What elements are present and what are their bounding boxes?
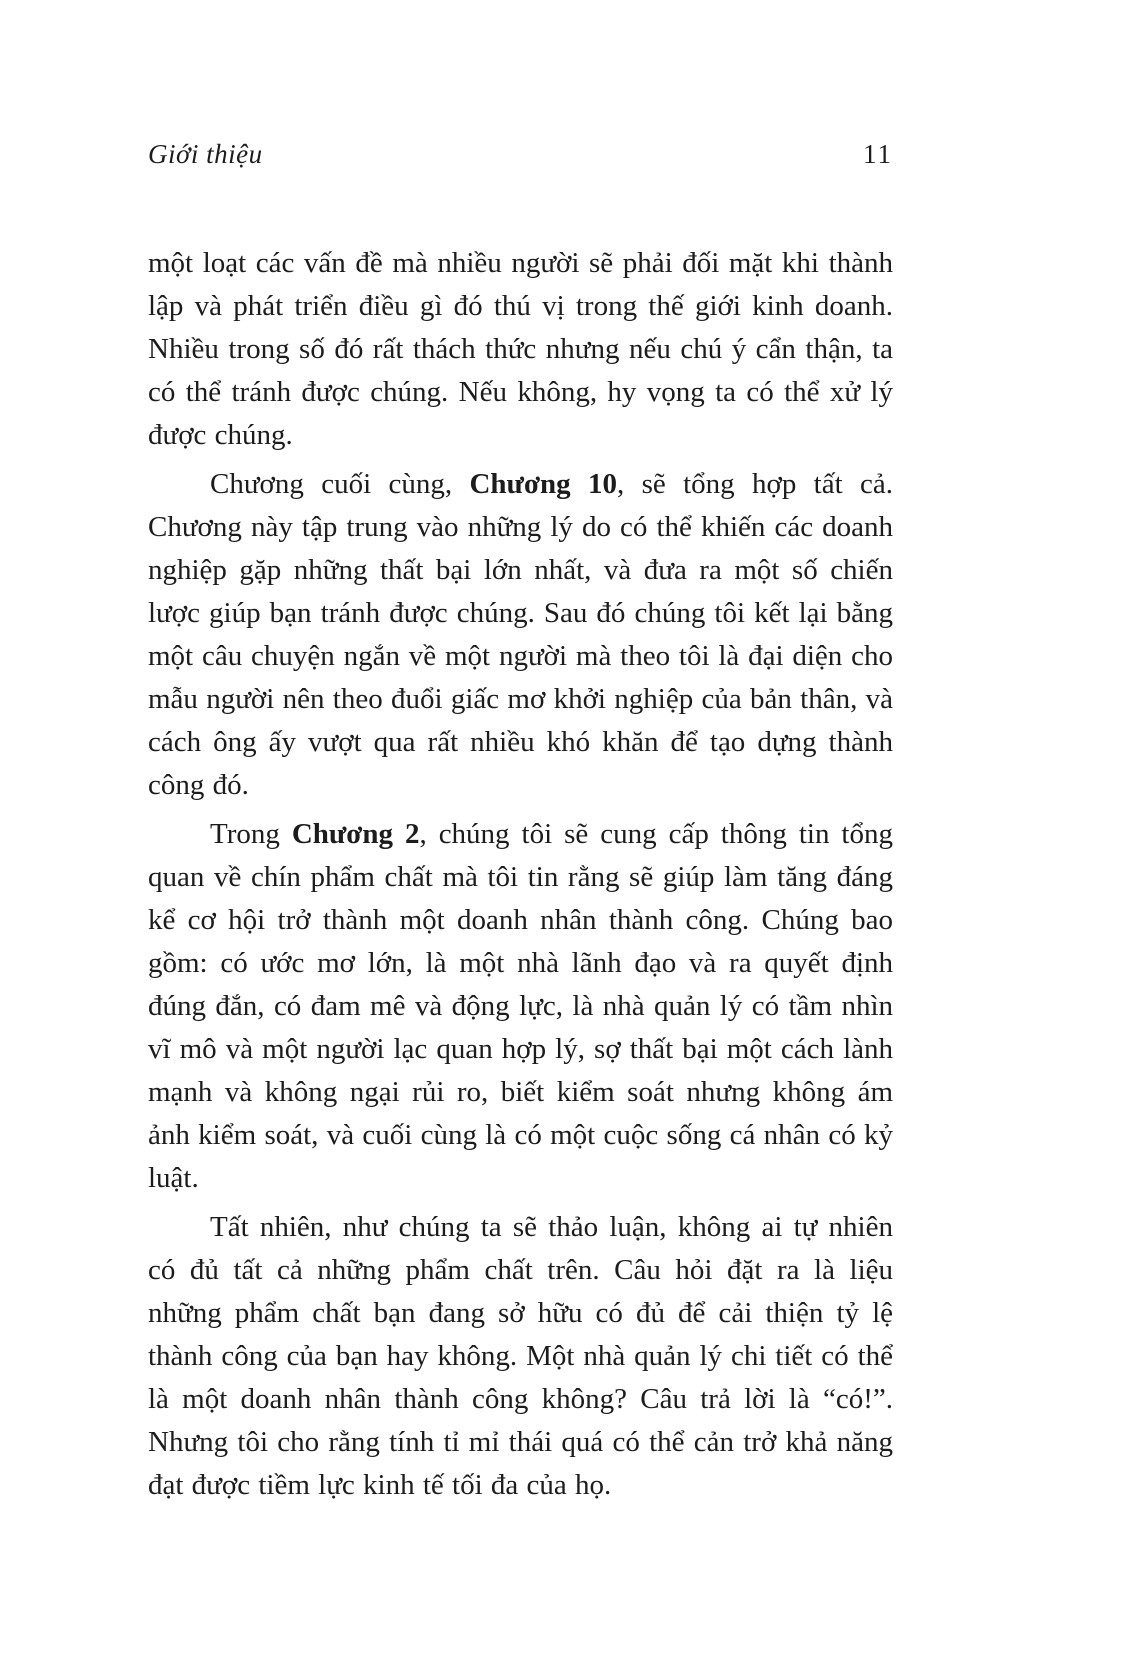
paragraph xyxy=(148,813,893,1200)
section-title: Giới thiệu xyxy=(148,139,263,169)
text-run: Trong xyxy=(210,818,292,851)
text-run: Chương cuối cùng, xyxy=(210,468,470,501)
text-run: , sẽ tổng hợp tất cả. Chương này tập trung vào những lý do có thể khiến các doanh nghiệp gặp những thất bại lớn nhất, và đưa ra một số chiến lược giúp bạn tránh được chúng. Sau đó chúng tôi kết lại bằng một câu chuyện ngắn về một người mà theo tôi là đại diện cho mẫu người nên theo đuổi giấc mơ khởi nghiệp của bản thân, và cách ông ấy vượt qua rất nhiều khó khăn để tạo dựng thành công đó. xyxy=(148,468,893,802)
paragraph xyxy=(148,1206,893,1507)
page-number: 11 xyxy=(863,139,893,169)
bold-text: Chương 2 xyxy=(291,818,420,851)
running-header xyxy=(148,138,893,170)
paragraph xyxy=(148,242,893,457)
paragraph xyxy=(148,463,893,807)
text-run: một loạt các vấn đề mà nhiều người sẽ phải đối mặt khi thành lập và phát triển điều gì đó thú vị trong thế giới kinh doanh. Nhiều trong số đó rất thách thức nhưng nếu chú ý cẩn thận, ta có thể tránh được chúng. Nếu không, hy vọng ta có thể xử lý được chúng. xyxy=(148,247,893,452)
text-run: , chúng tôi sẽ cung cấp thông tin tổng quan về chín phẩm chất mà tôi tin rằng sẽ giúp làm tăng đáng kể cơ hội trở thành một doanh nhân thành công. Chúng bao gồm: có ước mơ lớn, là một nhà lãnh đạo và ra quyết định đúng đắn, có đam mê và động lực, là nhà quản lý có tầm nhìn vĩ mô và một người lạc quan hợp lý, sợ thất bại một cách lành mạnh và không ngại rủi ro, biết kiểm soát nhưng không ám ảnh kiểm soát, và cuối cùng là có một cuộc sống cá nhân có kỷ luật. xyxy=(148,818,893,1195)
text-run: Tất nhiên, như chúng ta sẽ thảo luận, không ai tự nhiên có đủ tất cả những phẩm chất trên. Câu hỏi đặt ra là liệu những phẩm chất bạn đang sở hữu có đủ để cải thiện tỷ lệ thành công của bạn hay không. Một nhà quản lý chi tiết có thể là một doanh nhân thành công không? Câu trả lời là “có!”. Nhưng tôi cho rằng tính tỉ mỉ thái quá có thể cản trở khả năng đạt được tiềm lực kinh tế tối đa của họ. xyxy=(148,1211,893,1502)
page-body xyxy=(148,242,893,1507)
bold-text: Chương 10 xyxy=(469,468,617,501)
